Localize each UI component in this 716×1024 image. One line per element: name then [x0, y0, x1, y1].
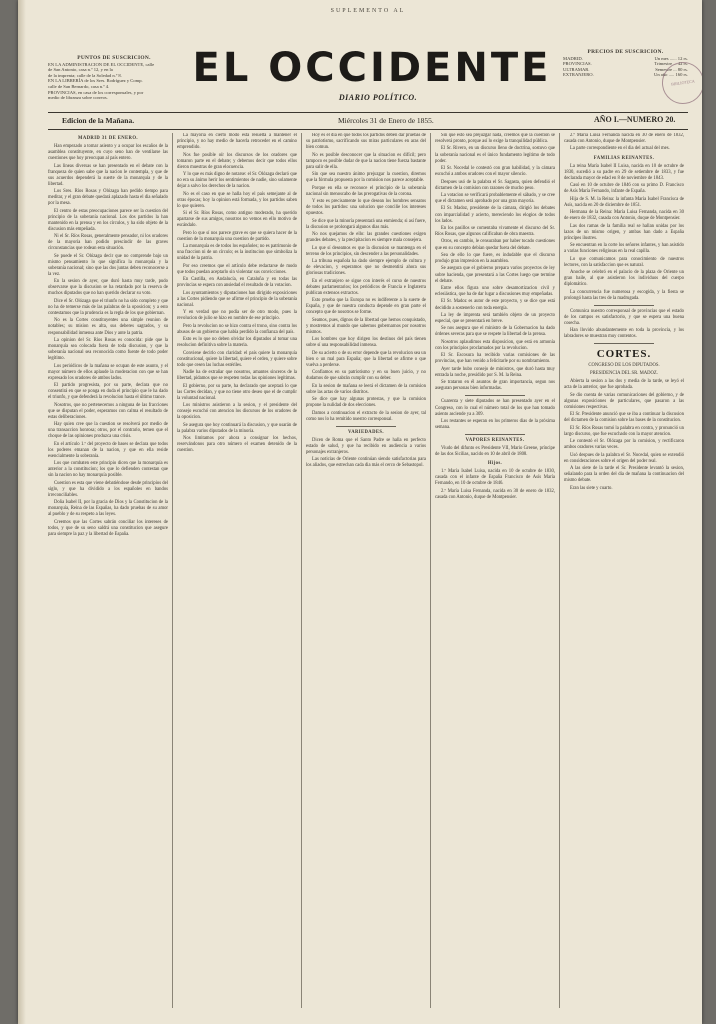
column-divider: [301, 133, 302, 1008]
article-paragraph: En la sesion de mañana se leerá el dictamen de la comision sobre las actas de varios distritos.: [306, 383, 426, 395]
masthead-rule: [48, 112, 688, 113]
subscription-point-line: medio de libranza sobre correos.: [48, 95, 108, 101]
article-paragraph: Comunica nuestro corresponsal de provincias que el estado de los campos es satisfactorio, y que se espera una buena cosecha.: [564, 308, 684, 326]
article-paragraph: En el extranjero se sigue con interés el curso de nuestros debates parlamentarios; los periódicos de Francia e Inglaterra publican extensos extractos.: [306, 278, 426, 296]
supplement-label: SUPLEMENTO AL: [330, 8, 406, 14]
article-paragraph: 2.º María Luisa Fernanda nacida en 30 de enero de 1832, casada con Antonio, duque de Montpensier.: [564, 133, 684, 145]
price-region: ULTRAMAR.: [563, 66, 590, 72]
article-paragraph: La opinion del Sr. Ríos Rosas es conocida: pide que la monarquía sea colocada fuera de toda discusion, y que la soberanía nacional sea reconocida como fuente de todo poder legítimo.: [48, 337, 168, 362]
article-paragraph: Confiamos en su patriotismo y en su buen juicio, y no dudamos de que sabrán cumplir con su deber.: [306, 370, 426, 382]
article-paragraph: 1.º María Isabel Luisa, nacida en 10 de octubre de 1830, casada con el infante de España Francisco de Asís María Fernando, en 10 de octubre de 1846.: [435, 469, 555, 487]
article-paragraph: Abierta la sesion a las dos y media de la tarde, se leyó el acta de la anterior, que fue aprobada.: [564, 379, 684, 391]
article-paragraph: Damos a continuacion el extracto de la sesion de ayer, tal como nos lo ha remitido nuestro corresponsal.: [306, 410, 426, 422]
article-paragraph: El gobierno, por su parte, ha declarado que aceptará lo que las Cortes decidan, y que no tiene otro deseo que el de cumplir la voluntad nacional.: [177, 383, 297, 401]
article-paragraph: A las siete de la tarde el Sr. Presidente levantó la sesion, señalando para la orden del dia de mañana la continuacion del mismo debate.: [564, 466, 684, 484]
article-paragraph: Viudo del difunto ex Presidente VII, Mario Greene, príncipe de las dos Sicilias, nacido en 10 de abril de 1808.: [435, 446, 555, 458]
section-heading: MADRID 31 DE ENERO.: [78, 136, 138, 141]
article-paragraph: La votacion se verificará probablemente el sábado, y se cree que el dictamen será aprobado por una gran mayoría.: [435, 192, 555, 205]
article-paragraph: Se dice que hay algunas protestas, y que la comision propone la nulidad de dos elecciones.: [306, 397, 426, 409]
article-paragraph: Lo que sí deseamos es que la discusion se mantenga en el terreno de los principios, sin descender a las personalidades.: [306, 245, 426, 257]
price-region: EXTRANJERO.: [563, 72, 594, 78]
section-subheading: PRESIDENCIA DEL SR. MADOZ.: [590, 371, 658, 377]
article-paragraph: Cuarenta y siete diputados se han presentado ayer en el Congreso, con lo cual el número total de los que han tomado asiento asciende ya a 309.: [435, 399, 555, 417]
article-paragraph: El Sr. Rivero, en un discurso lleno de doctrina, sostuvo que la soberanía nacional es el único fundamento legítimo de todo poder.: [435, 146, 555, 164]
newspaper-subtitle: DIARIO POLÍTICO.: [338, 93, 418, 102]
article-paragraph: El partido progresista, por su parte, declara que no consentirá en que se ponga en duda el principio que le ha dado el triunfo, y que defenderá la revolucion hasta el último trance.: [48, 383, 168, 401]
article-column-5: [564, 133, 684, 1008]
article-paragraph: Se dio cuenta de varias comunicaciones del gobierno, y de algunas exposiciones de particulares, que pasaron a las comisiones respectivas.: [564, 392, 684, 410]
article-paragraph: Han empezado a tomar asiento y a ocupar los escaños de la asamblea constituyente, en cuyo seno han de ventilarse las cuestiones que hoy preocupan al país entero.: [48, 144, 168, 162]
section-divider: [465, 434, 525, 435]
subscription-point-line: EN LA ADMINISTRACION DE EL OCCIDENTE, calle: [48, 61, 155, 67]
subscription-point-line: calle de San Bernardo, casa n.º 4.: [48, 83, 110, 89]
price-value: Semestre ... 80 rs.: [655, 66, 688, 72]
subscription-point-line: de la imprenta; calle de la Soledad n.º 8.: [48, 72, 122, 78]
article-paragraph: En el artículo 1.º del proyecto de bases se declara que todos los poderes emanan de la nacion, y que en ella reside esencialmente la soberanía.: [48, 441, 168, 459]
article-paragraph: En Castilla, en Andalucía, en Cataluña y en todas las provincias se espera con ansiedad el resultado de la votacion.: [177, 277, 297, 289]
article-paragraph: Sea de ello lo que fuere, es indudable que el discurso produjo gran impresion en la asamblea.: [435, 252, 555, 265]
article-paragraph: Los que combaten este principio dicen que la monarquía es anterior a la constitucion; los que lo defienden contestan que sin la nacion no hay monarquía posible.: [48, 461, 168, 479]
article-paragraph: Se encuentran en la corte los señores infantes, y han asistido a varias funciones religiosas en la real capilla.: [564, 243, 684, 255]
article-paragraph: Otros, en cambio, le censuraban por haber tocado cuestiones que en su concepto debían quedar fuera del debate.: [435, 239, 555, 251]
library-stamp: BIBLIOTECA: [659, 59, 702, 106]
article-paragraph: Se dice que la minoría presentará una enmienda; si así fuere, la discusion se prolongará algunos dias más.: [306, 218, 426, 230]
article-paragraph: Pero lo que sí nos parece grave es que se quiera hacer de la cuestion de la monarquía una cuestion de partido.: [177, 230, 297, 242]
article-paragraph: No es el caso en que se halla hoy el país semejante al de otras épocas; hoy la opinion está formada, y los partidos saben lo que quieren.: [177, 191, 297, 209]
article-paragraph: Esto es lo que no deben olvidar los diputados al tomar una resolucion definitiva sobre la materia.: [177, 337, 297, 349]
article-paragraph: La monarquía es de todos los españoles; no es patrimonio de una fraccion ni de un círculo; es la institucion que simboliza la unidad de la patria.: [177, 244, 297, 262]
section-divider: [594, 305, 654, 306]
article-paragraph: Los Sres. Ríos Rosas y Olózaga han pedido tiempo para meditar, y el gran debate quedará aplazado hasta el dia señalado por la mesa.: [48, 189, 168, 207]
article-paragraph: Ni el Sr. Ríos Rosas, generalmente pensador, ni los oradores de la mayoría han podido prescindir de las graves circunstancias que rodean esta situación.: [48, 234, 168, 252]
newspaper-page: [18, 0, 702, 1024]
column-divider: [559, 133, 560, 1008]
subscription-points-lines: [48, 62, 180, 101]
article-column-3: [306, 133, 426, 1008]
issue-date: Miércoles 31 de Enero de 1855.: [338, 116, 434, 125]
article-paragraph: Seamos, pues, dignos de la libertad que hemos conquistado, y mostremos al mundo que sabemos gobernarnos por nosotros mismos.: [306, 317, 426, 335]
article-paragraph: Sin que sea nuestro ánimo prejuzgar la cuestion, diremos que la fórmula propuesta por la comision nos parece aceptable.: [306, 172, 426, 184]
article-paragraph: Y esto es precisamente lo que desean los hombres sensatos de todos los partidos: una solucion que concilie los intereses opuestos.: [306, 199, 426, 217]
article-paragraph: El Sr. Presidente anunció que se iba a continuar la discusion del dictamen de la comision sobre las bases de la constitucion.: [564, 412, 684, 424]
article-paragraph: Los periódicos de la mañana se ocupan de este asunto, y el mayor número de ellos aplaude la moderacion con que se han expresado los oradores de ambos lados.: [48, 363, 168, 381]
dateline: [48, 115, 688, 127]
page-edge-shadow: [18, 0, 26, 1024]
article-paragraph: Lo que comunicamos para conocimiento de nuestros lectores, con la satisfaccion que es natural.: [564, 256, 684, 268]
article-paragraph: La parte correspondiente en el dia del actual del mes.: [570, 146, 670, 152]
subscription-prices-title: PRECIOS DE SUSCRICION.: [587, 49, 664, 55]
section-subheading: CONGRESO DE LOS DIPUTADOS.: [588, 363, 660, 369]
article-paragraph: Porque en ella se reconoce el principio de la soberanía nacional sin menoscabo de las prerogativas de la corona.: [306, 185, 426, 197]
article-paragraph: Y en verdad que no podía ser de otro modo, pues la revolucion de julio se hizo en nombre de ese principio.: [177, 310, 297, 322]
edition-label: Edicion de la Mañana.: [62, 116, 135, 125]
article-paragraph: La tribuna española ha dado siempre ejemplo de cultura y de elevacion, y esperamos que no desmentirá ahora sus gloriosas tradiciones.: [306, 259, 426, 277]
article-column-1: [48, 133, 168, 1008]
article-paragraph: Se trataron en él asuntos de gran importancia, segun nos aseguran personas bien informadas.: [435, 380, 555, 392]
article-paragraph: No es la Cortes constituyentes una simple reunion de notables; su mision es alta, sus deberes sagrados, y su responsabilidad inmensa ante Dios y ante la patria.: [48, 318, 168, 336]
article-paragraph: Dicen de Roma que el Santo Padre se halla en perfecto estado de salud, y que ha recibido en audiencia a varios personajes extranjeros.: [306, 437, 426, 455]
article-paragraph: Los ministros asistieron a la sesion, y el presidente del consejo escuchó con atencion los discursos de los oradores de la oposicion.: [177, 403, 297, 421]
article-paragraph: Sin que esto sea prejuzgar nada, creemos que la cuestion se resolverá pronto, porque así lo exige la tranquilidad pública.: [435, 133, 555, 145]
article-paragraph: El Sr. Madoz, presidente de la cámara, dirigió los debates con imparcialidad y acierto, mereciendo los elogios de todos los lados.: [435, 206, 555, 224]
subscription-point-line: PROVINCIAS, en casa de los corresponsales, y por: [48, 89, 144, 95]
article-paragraph: Eran las siete y cuarto.: [570, 485, 613, 491]
article-paragraph: La concurrencia fue numerosa y escogida, y la fiesta se prolongó hasta las tres de la madrugada.: [564, 289, 684, 301]
issue-number: AÑO I.—NUMERO 20.: [594, 115, 676, 124]
article-paragraph: Si el Sr. Ríos Rosas, como antiguo moderado, ha querido apartarse de sus amigos, nosotros no vemos en ello motivo de escándalo.: [177, 211, 297, 229]
article-paragraph: Ayer tarde hubo consejo de ministros, que duró hasta muy entrada la noche, presidido por S. M. la Reina.: [435, 366, 555, 378]
newspaper-title: EL OCCIDENTE: [192, 45, 552, 91]
subscription-point-line: EN LA LIBRERÍA de los Sres. Rodríguez y Comp.: [48, 78, 143, 84]
subscription-point-line: de San Antonio, casa n.º 12, y en la: [48, 67, 113, 73]
article-paragraph: Dice el Sr. Olózaga que el triunfo no ha sido completo y que no ha de temerse más de las palabras de la oposicion; y a esto contestamos que la prudencia es la regla de los que gobiernan.: [48, 298, 168, 316]
article-paragraph: La ley de imprenta será también objeto de un proyecto especial, que se presentará en breve.: [435, 312, 555, 324]
article-paragraph: Hija de S. M. la Reina: la infanta María Isabel Francisca de Asís, nacida en 20 de diciembre de 1851.: [564, 196, 684, 208]
article-paragraph: Se nos asegura que el ministro de la Gobernacion ha dado órdenes severas para que se respete la libertad de la prensa.: [435, 326, 555, 338]
section-divider: [465, 395, 525, 396]
article-paragraph: El Sr. Madoz es autor de este proyecto, y se dice que está decidido a sostenerlo con toda energía.: [435, 299, 555, 311]
dateline-rule: [48, 129, 688, 130]
article-paragraph: Pero la revolucion no se hizo contra el trono, sino contra los abusos de un gobierno que había perdido la confianza del país.: [177, 323, 297, 335]
article-paragraph: Hoy es el dia en que todos los partidos deben dar pruebas de su patriotismo, sacrificando sus miras particulares en aras del bien comun.: [306, 133, 426, 151]
price-value: Un año ..... 160 rs.: [654, 72, 688, 78]
article-paragraph: Se puede el Sr. Olózaga decir que no comprende bajo un mismo pensamiento lo que significa la monarquía y la soberanía nacional; sino que las dos juntas deben reconocerse a la vez.: [48, 253, 168, 277]
article-paragraph: Entre ellos figura uno sobre desamortizacion civil y eclesiástica, que ha de dar lugar a discusiones muy empeñadas.: [435, 285, 555, 298]
article-paragraph: 2.º María Luisa Fernanda, nacida en 30 de enero de 1832, casada con Antonio, duque de Montpensier.: [435, 488, 555, 500]
subscription-points-box: [48, 56, 180, 101]
article-paragraph: El centro de estas preocupaciones parece ser la cuestion del principio de la soberanía nacional. Los dos partidos la han mantenido en la prensa y en los círculos, y ha sido objeto de la discusion más empeñada.: [48, 208, 168, 232]
article-paragraph: Los hombres que hoy dirigen los destinos del país tienen sobre sí una responsabilidad inmensa.: [306, 337, 426, 349]
article-paragraph: Nos limitamos por ahora a consignar los hechos, reservándonos para otro número el examen detenido de la cuestion.: [177, 436, 297, 454]
article-paragraph: Despues usó de la palabra el Sr. Sagasta, quien defendió el dictamen de la comision con razones de mucho peso.: [435, 179, 555, 191]
price-value: Un mes ...... 12 rs.: [654, 55, 688, 61]
article-paragraph: Y lo que es más digno de notarse: el Sr. Olózaga declaró que no era su ánimo herir los sentimientos de nadie, sino solamente dejar a salvo los derechos de la nacion.: [177, 172, 297, 190]
article-paragraph: Le contestó el Sr. Olózaga por la comision, y rectificaron ambos oradores varias veces.: [564, 439, 684, 451]
article-paragraph: Hay quien cree que la cuestion se resolverá por medio de una transaccion honrosa; otros, por el contrario, temen que el choque de las opiniones produzca una crisis.: [48, 422, 168, 440]
article-paragraph: La mayoría en cierto modo está resuelta a mantener el principio, y no hay medio de hacerla retroceder en el camino emprendido.: [177, 133, 297, 151]
article-paragraph: No es posible desconocer que la situacion es difícil; pero tampoco es posible dudar de que la nacion tiene fuerza bastante para salir de ella.: [306, 152, 426, 170]
section-heading: CORTES.: [596, 348, 652, 361]
price-region: PROVINCIAS.: [563, 61, 592, 67]
article-column-4: [435, 133, 555, 1008]
section-divider: [336, 426, 396, 427]
article-paragraph: En los pasillos se comentaba vivamente el discurso del Sr. Ríos Rosas, que algunos calificaban de obra maestra.: [435, 226, 555, 238]
column-divider: [172, 133, 173, 1008]
article-paragraph: Nosotros aplaudimos esta disposicion, que está en armonía con los principios proclamados por la revolucion.: [435, 339, 555, 351]
article-paragraph: Creemos que las Cortes sabrán conciliar los intereses de todos, y que de su seno saldrá una constitucion que asegure para siempre la paz y la libertad de España.: [48, 519, 168, 537]
article-paragraph: Usó despues de la palabra el Sr. Nocedal, quien se extendió en consideraciones sobre el origen del poder real.: [564, 452, 684, 464]
article-paragraph: La reina María Isabel II Luisa, nacida en 10 de octubre de 1830, sucedió a su padre en 29 de setiembre de 1833, y fue declarada mayor de edad en 8 de noviembre de 1843.: [564, 163, 684, 181]
article-paragraph: Esto prueba que la Europa no es indiferente a la suerte de España, y que de nuestra conducta depende en gran parte el concepto que de nosotros se forme.: [306, 298, 426, 316]
article-paragraph: El Sr. Escosura ha recibido varias comisiones de las provincias, que han venido a felicitarle por su nombramiento.: [435, 353, 555, 365]
article-paragraph: De su acierto o de su error depende que la revolucion sea un bien o un mal para España; que la libertad se afirme o que vuelva a perderse.: [306, 350, 426, 368]
article-paragraph: No nos quejamos de ello: las grandes cuestiones exigen grandes debates, y la precipitacion es siempre mala consejera.: [306, 232, 426, 244]
article-paragraph: Las lineas diversas se han presentado en el debate con la franqueza de quien sabe que la nacion le contempla, y que de sus acuerdos dependerá la suerte de la monarquía y de la libertad.: [48, 163, 168, 187]
article-paragraph: Las dos ramas de la familia real se hallan unidas por los lazos de un mismo origen, y ambas han dado a España príncipes ilustres.: [564, 223, 684, 241]
column-divider: [430, 133, 431, 1008]
article-paragraph: Conviene decirlo con claridad: el país quiere la monarquía constitucional, quiere la libertad, quiere el orden, y quiere sobre todo que cesen las luchas estériles.: [177, 350, 297, 368]
article-paragraph: Se asegura que hoy continuará la discusion, y que usarán de la palabra varios diputados de la minoría.: [177, 422, 297, 434]
article-paragraph: Nos fue posible oír los discursos de los oradores que tomaron parte en el debate; y debemos decir que todos ellos dieron muestras de gran elocuencia.: [177, 152, 297, 170]
article-paragraph: Nosotros, que no pertenecemos a ninguna de las fracciones que se disputan el poder, esperamos con calma el resultado de estas deliberaciones.: [48, 402, 168, 420]
article-paragraph: Doña Isabel II, por la gracia de Dios y la Constitucion de la monarquía, Reina de las Españas, ha dado pruebas de su amor al pueblo y de su respeto a las leyes.: [48, 500, 168, 518]
article-paragraph: Anoche se celebró en el palacio de la plaza de Oriente un gran baile, al que asistieron los individuos del cuerpo diplomático.: [564, 270, 684, 288]
article-paragraph: Nadie ha de extrañar que nosotros, amantes sinceros de la libertad, pidamos que se respeten todas las opiniones legítimas.: [177, 370, 297, 382]
article-paragraph: El Sr. Ríos Rosas tomó la palabra en contra, y pronunció un largo discurso, que fue escuchado con la mayor atencion.: [564, 425, 684, 437]
section-divider: [594, 343, 654, 344]
section-heading: VARIEDADES.: [348, 429, 384, 435]
article-paragraph: En la sesion de ayer, que duró hasta muy tarde, pudo observarse que la discusion se ha retardado por la reserva de muchos diputados que no han querido declarar su voto.: [48, 279, 168, 297]
subscription-points-title: PUNTOS DE SUSCRICION.: [77, 55, 151, 61]
price-region: MADRID.: [563, 55, 583, 61]
article-paragraph: Por eso creemos que el artículo debe redactarse de modo que todos puedan aceptarlo sin violentar sus convicciones.: [177, 263, 297, 275]
article-paragraph: El Sr. Nocedal le contestó con gran habilidad, y la cámara escuchó a ambos oradores con el mayor silencio.: [435, 166, 555, 178]
price-value: Trimestre ... 42 rs.: [654, 61, 688, 67]
section-heading: FAMILIAS REINANTES.: [593, 155, 655, 161]
section-heading: VAPORES REINANTES.: [465, 438, 525, 444]
article-paragraph: Cuestion es esta que viene debatiéndose desde principios del siglo, y que ha dividido a los españoles en bandos irreconciliables.: [48, 480, 168, 498]
article-paragraph: Los restantes se esperan en los primeros dias de la próxima semana.: [435, 419, 555, 431]
article-paragraph: Casó en 10 de octubre de 1846 con su primo D. Francisco de Asís María Fernando, infante de España.: [564, 183, 684, 195]
section-heading: Hijos.: [487, 461, 503, 467]
article-paragraph: Las noticias de Oriente continúan siendo satisfactorias para los aliados, que estrechan cada dia más el cerco de Sebastopol.: [306, 457, 426, 469]
article-paragraph: Se asegura que el gobierno prepara varios proyectos de ley sobre hacienda, que presentará a las Cortes luego que termine el debate.: [435, 266, 555, 284]
article-paragraph: Los ayuntamientos y diputaciones han dirigido exposiciones a las Cortes pidiendo que se afirme el principio de la soberanía nacional.: [177, 290, 297, 308]
article-column-2: [177, 133, 297, 1008]
article-paragraph: Han llovido abundantemente en toda la provincia, y los labradores se muestran muy contentos.: [564, 328, 684, 340]
article-paragraph: Hermana de la Reina: María Luisa Fernanda, nacida en 30 de enero de 1832, casada con Antonio, duque de Montpensier.: [564, 210, 684, 222]
